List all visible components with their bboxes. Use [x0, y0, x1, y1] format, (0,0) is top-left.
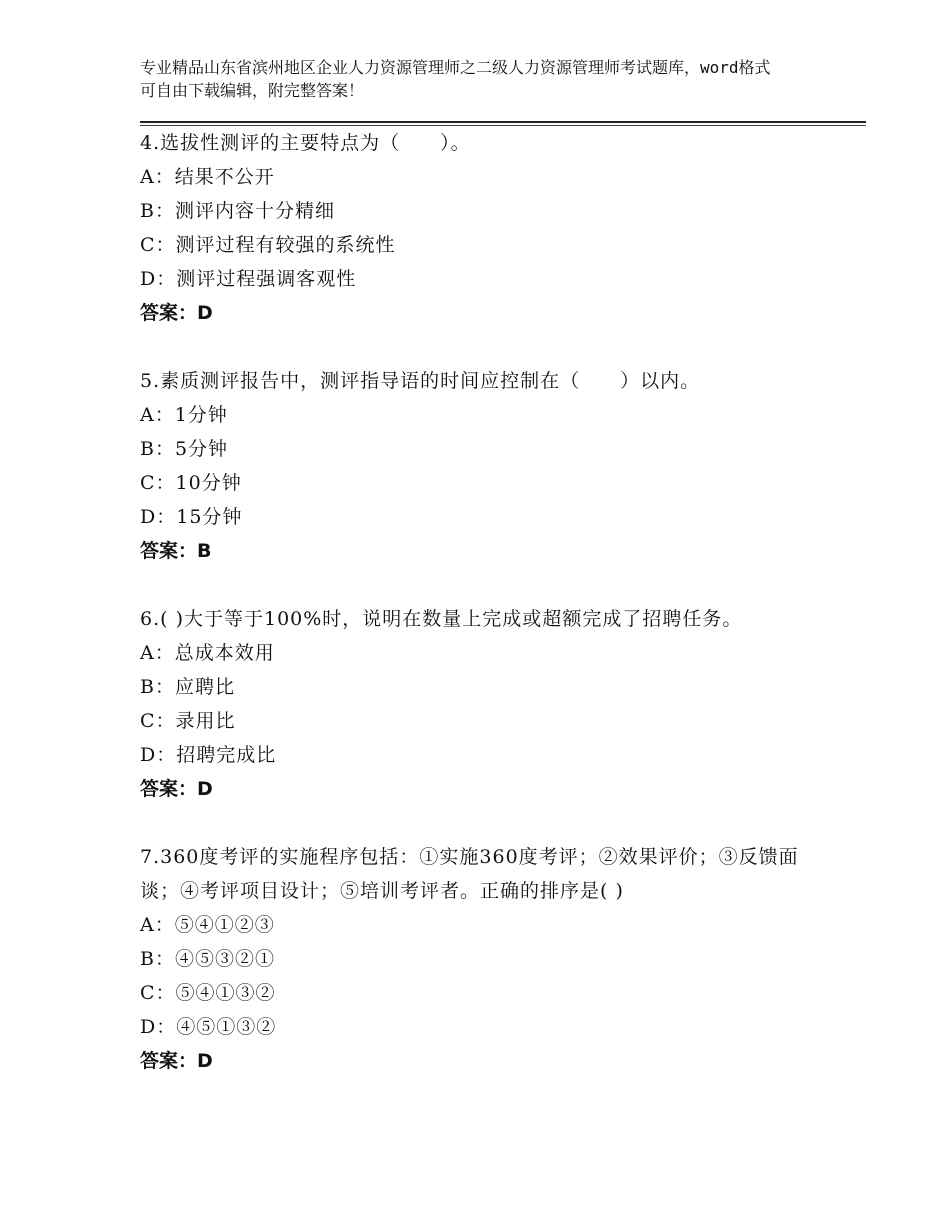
option-a: A：总成本效用 [140, 642, 275, 664]
question-stem: 5.素质测评报告中，测评指导语的时间应控制在（ ）以内。 [140, 370, 701, 392]
option-c: C：测评过程有较强的系统性 [140, 234, 396, 256]
answer-label: 答案：D [140, 302, 213, 324]
spacer [140, 330, 840, 364]
option-a: A：结果不公开 [140, 166, 275, 188]
option-c: C：⑤④①③② [140, 982, 276, 1004]
option-b: B：测评内容十分精细 [140, 200, 335, 222]
option-b: B：④⑤③②① [140, 948, 275, 970]
question-stem: 4.选拔性测评的主要特点为（ ）。 [140, 132, 471, 154]
question-stem: 7.360度考评的实施程序包括：①实施360度考评；②效果评价；③反馈面谈；④考评项目设计；⑤培训考评者。正确的排序是( ) [140, 846, 799, 902]
spacer [140, 568, 840, 602]
header-divider-thick [140, 121, 866, 123]
question-stem: 6.( )大于等于100%时，说明在数量上完成或超额完成了招聘任务。 [140, 608, 743, 630]
spacer [140, 806, 840, 840]
option-d: D：④⑤①③② [140, 1016, 277, 1038]
answer-label: 答案：D [140, 1050, 213, 1072]
question-5 [140, 364, 840, 568]
option-c: C：录用比 [140, 710, 236, 732]
option-a: A：⑤④①②③ [140, 914, 275, 936]
option-a: A：1分钟 [140, 404, 228, 426]
option-d: D：15分钟 [140, 506, 243, 528]
question-4 [140, 126, 840, 330]
answer-label: 答案：B [140, 540, 212, 562]
option-c: C：10分钟 [140, 472, 242, 494]
option-d: D：测评过程强调客观性 [140, 268, 357, 290]
question-list [140, 126, 840, 1078]
question-6 [140, 602, 840, 806]
option-d: D：招聘完成比 [140, 744, 277, 766]
option-b: B：5分钟 [140, 438, 229, 460]
option-b: B：应聘比 [140, 676, 235, 698]
answer-label: 答案：D [140, 778, 213, 800]
document-header: 专业精品山东省滨州地区企业人力资源管理师之二级人力资源管理师考试题库，word格式可自由下载编辑，附完整答案！ [140, 58, 771, 100]
question-7 [140, 840, 840, 1078]
